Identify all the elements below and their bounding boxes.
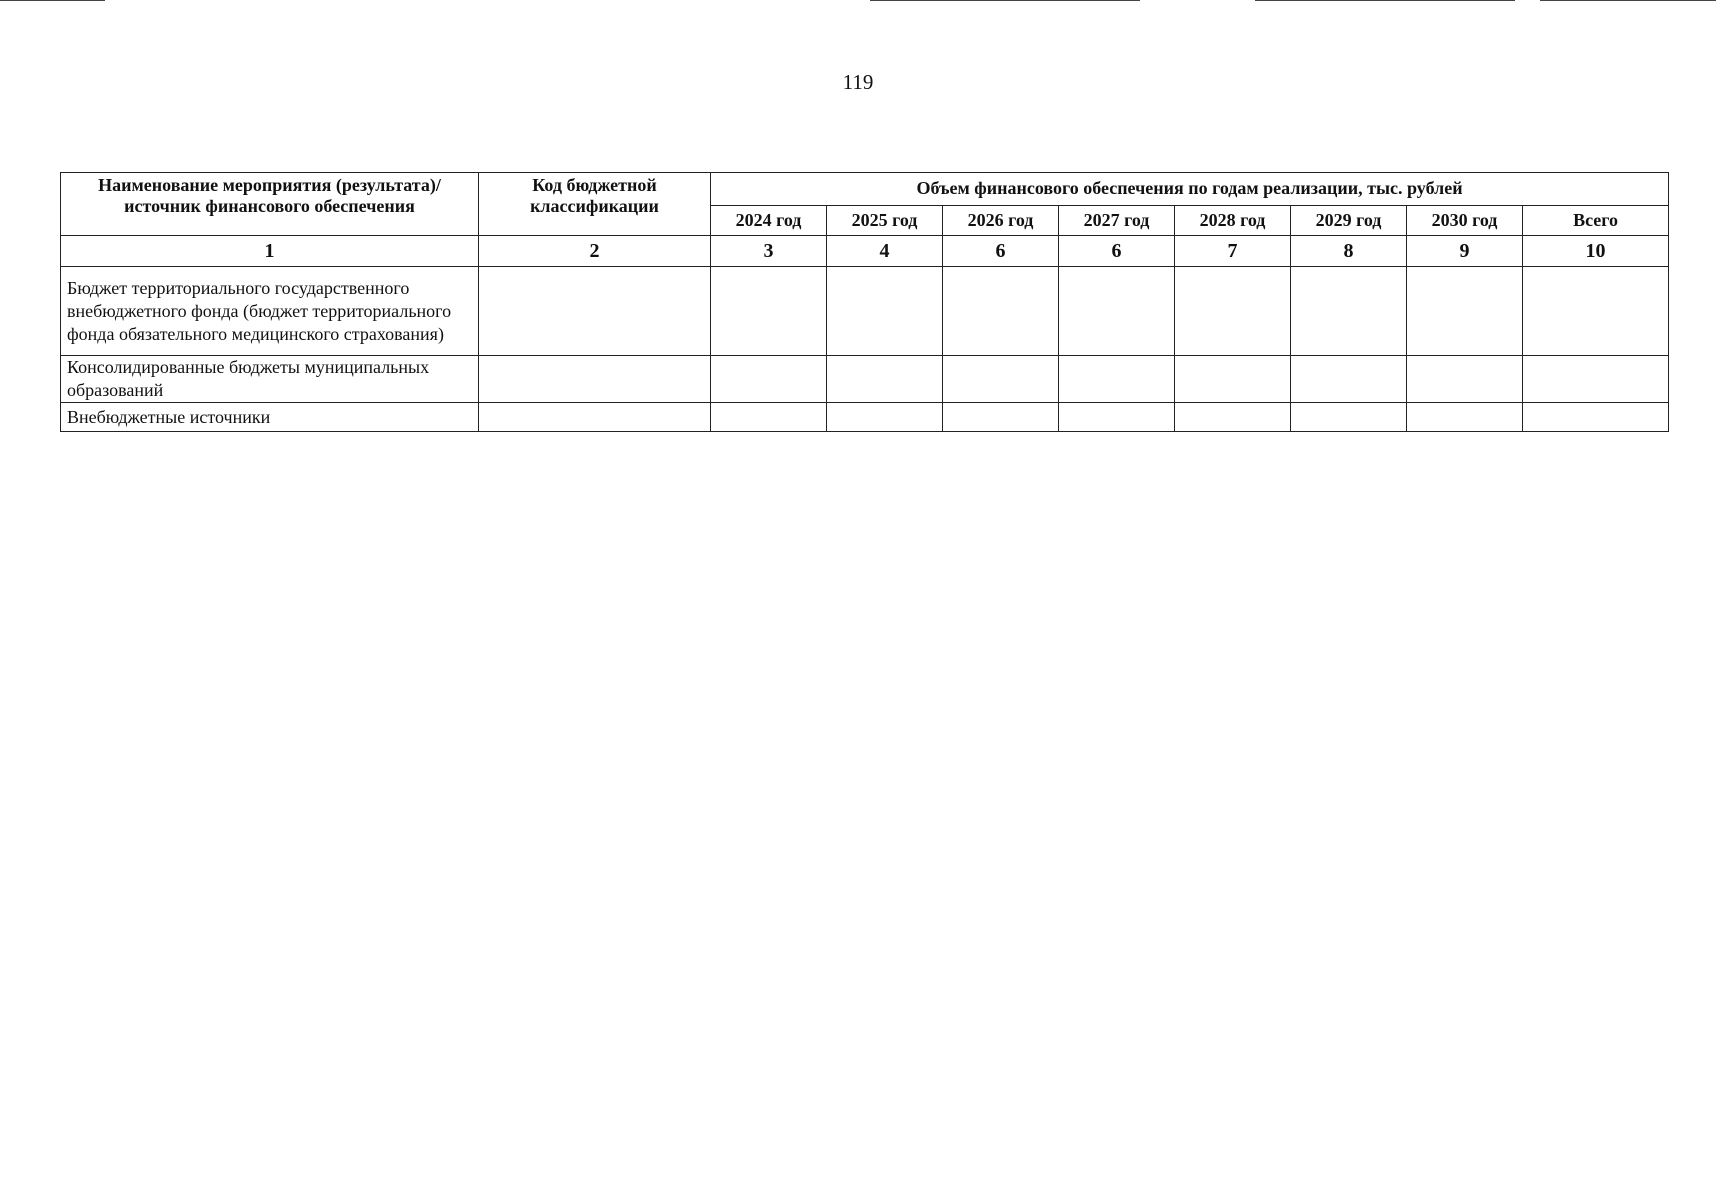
row-total-cell [1523,267,1669,356]
column-number: 9 [1407,236,1523,267]
column-number: 8 [1291,236,1407,267]
row-value-cell [943,356,1059,403]
page-number: 119 [842,70,874,94]
header-year: 2024 год [711,205,827,235]
row-value-cell [943,403,1059,432]
row-code-cell [479,356,711,403]
row-value-cell [711,356,827,403]
column-number: 7 [1175,236,1291,267]
column-number-row [61,236,1669,267]
row-value-cell [1291,403,1407,432]
row-value-cell [1059,267,1175,356]
row-value-cell [1059,403,1175,432]
scan-edge-line [1255,0,1515,1]
column-number: 4 [827,236,943,267]
scan-edge-line [0,0,105,1]
header-year: 2025 год [827,205,943,235]
header-code: Код бюджетной классификации [479,173,711,236]
row-value-cell [1291,267,1407,356]
header-name: Наименование мероприятия (результата)/ источник финансового обеспечения [61,173,479,236]
header-year: 2026 год [943,205,1059,235]
table-row [61,403,1669,432]
scan-edge-line [1540,0,1716,1]
row-value-cell [1407,267,1523,356]
row-value-cell [1175,356,1291,403]
row-value-cell [1291,356,1407,403]
header-year: 2029 год [1291,205,1407,235]
financing-table [60,172,1669,432]
header-year: 2028 год [1175,205,1291,235]
row-value-cell [1407,356,1523,403]
row-value-cell [1175,267,1291,356]
row-value-cell [1175,403,1291,432]
row-code-cell [479,267,711,356]
row-source-name: Консолидированные бюджеты муниципальных образований [61,356,479,403]
header-total: Всего [1523,205,1669,235]
row-value-cell [711,267,827,356]
scan-edge-line [870,0,1140,1]
header-year: 2030 год [1407,205,1523,235]
row-total-cell [1523,356,1669,403]
row-code-cell [479,403,711,432]
row-value-cell [711,403,827,432]
row-value-cell [1059,356,1175,403]
column-number: 1 [61,236,479,267]
header-volume: Объем финансового обеспечения по годам реализации, тыс. рублей [711,173,1669,206]
row-value-cell [827,403,943,432]
row-value-cell [943,267,1059,356]
column-number: 6 [943,236,1059,267]
column-number: 2 [479,236,711,267]
row-value-cell [827,267,943,356]
column-number: 10 [1523,236,1669,267]
header-year: 2027 год [1059,205,1175,235]
column-number: 3 [711,236,827,267]
column-number: 6 [1059,236,1175,267]
row-source-name: Внебюджетные источники [61,403,479,432]
row-total-cell [1523,403,1669,432]
row-value-cell [1407,403,1523,432]
row-source-name: Бюджет территориального государственного внебюджетного фонда (бюджет территориального фонда обязательного медицинского страхования) [61,267,479,356]
table-row [61,267,1669,356]
table-row [61,356,1669,403]
row-value-cell [827,356,943,403]
